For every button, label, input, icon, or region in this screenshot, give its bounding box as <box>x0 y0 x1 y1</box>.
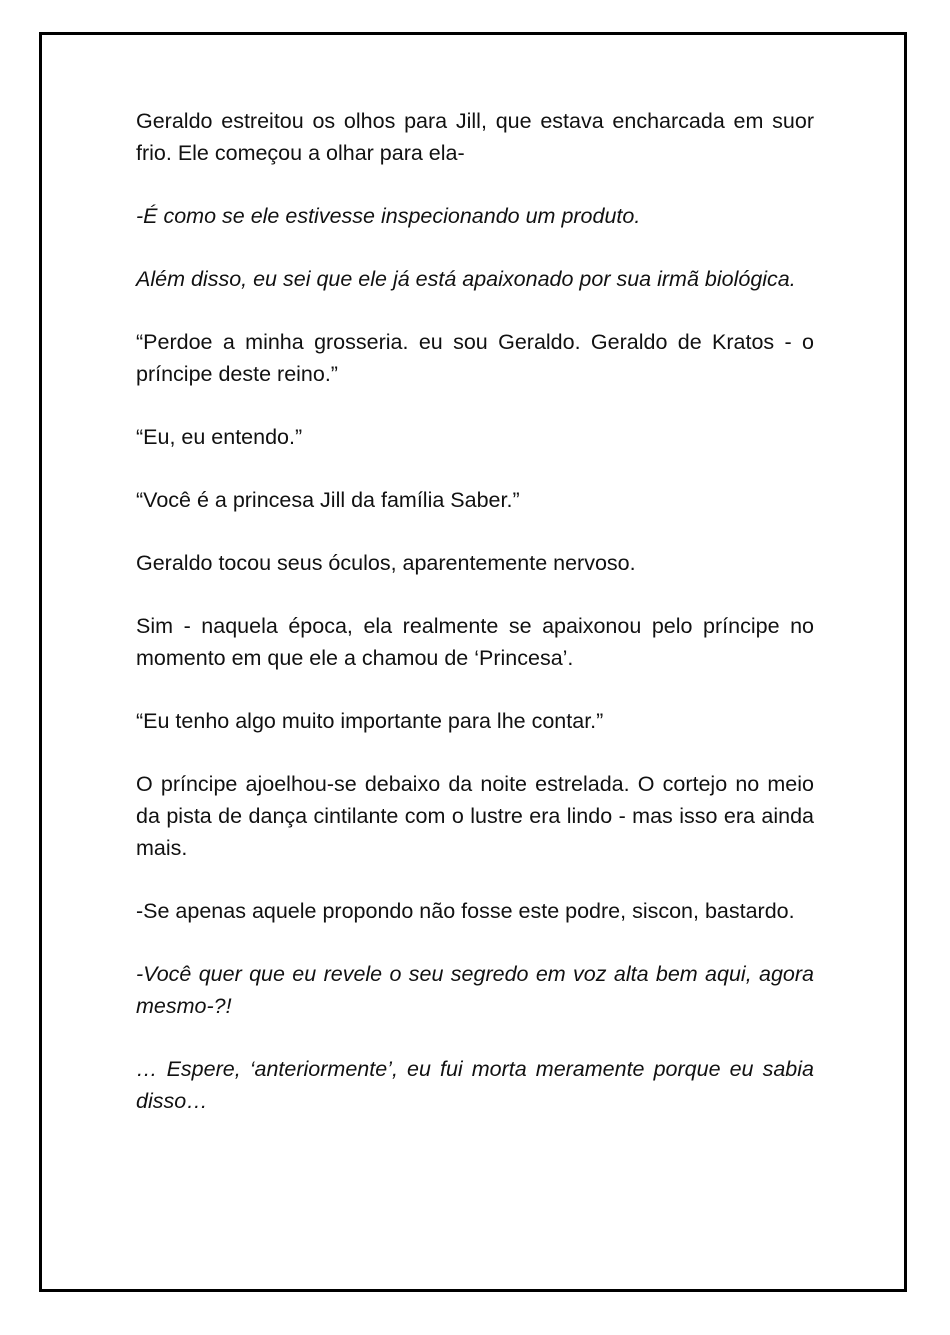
paragraph-8: Sim - naquela época, ela realmente se apaixonou pelo príncipe no momento em que ele a chamou de ‘Princesa’. <box>136 614 814 670</box>
paragraph-7: Geraldo tocou seus óculos, aparentemente nervoso. <box>136 551 636 575</box>
paragraph-2: -É como se ele estivesse inspecionando um produto. <box>136 204 641 228</box>
paragraph-5: “Eu, eu entendo.” <box>136 425 303 449</box>
paragraph-11: -Se apenas aquele propondo não fosse este podre, siscon, bastardo. <box>136 899 795 923</box>
paragraph-6: “Você é a princesa Jill da família Saber.” <box>136 488 520 512</box>
paragraph-13: … Espere, ‘anteriormente’, eu fui morta meramente porque eu sabia disso… <box>136 1057 814 1113</box>
paragraph-12: -Você quer que eu revele o seu segredo em voz alta bem aqui, agora mesmo-?! <box>136 962 814 1018</box>
page-text-body <box>136 105 814 1148</box>
paragraph-4: “Perdoe a minha grosseria. eu sou Geraldo. Geraldo de Kratos - o príncipe deste reino.” <box>136 330 814 386</box>
paragraph-10: O príncipe ajoelhou-se debaixo da noite estrelada. O cortejo no meio da pista de dança cintilante com o lustre era lindo - mas isso era ainda mais. <box>136 772 814 860</box>
paragraph-9: “Eu tenho algo muito importante para lhe contar.” <box>136 709 604 733</box>
paragraph-3: Além disso, eu sei que ele já está apaixonado por sua irmã biológica. <box>136 267 796 291</box>
paragraph-1: Geraldo estreitou os olhos para Jill, que estava encharcada em suor frio. Ele começou a olhar para ela- <box>136 109 814 165</box>
